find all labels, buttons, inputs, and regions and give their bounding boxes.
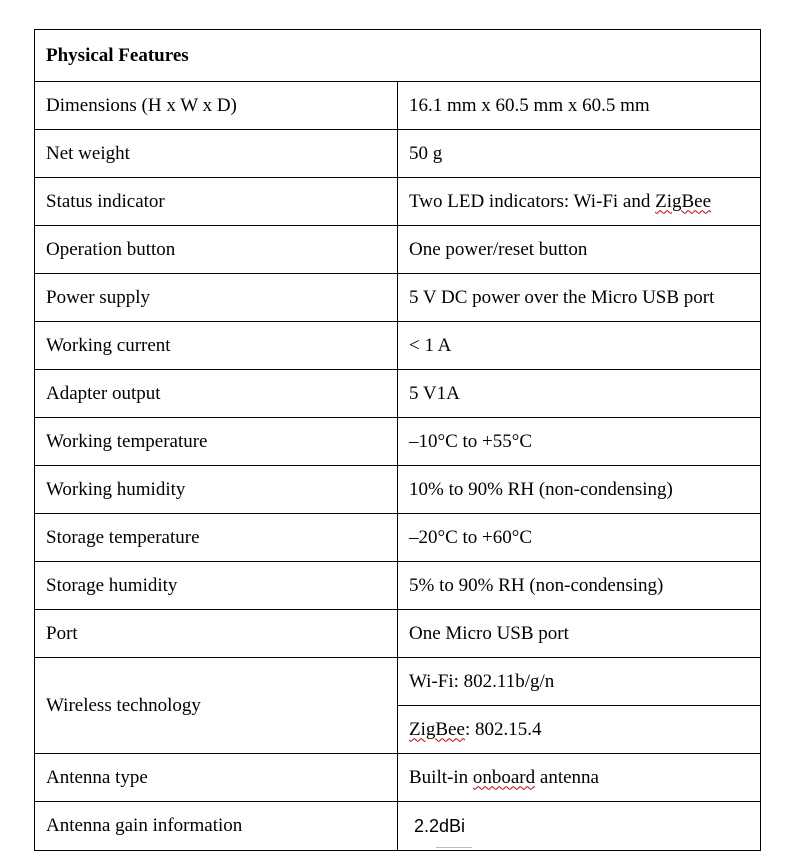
table-row <box>35 514 761 562</box>
row-label-storage-temperature: Storage temperature <box>35 514 398 562</box>
row-label-adapter-output: Adapter output <box>35 370 398 418</box>
row-value-storage-humidity: 5% to 90% RH (non-condensing) <box>398 562 761 610</box>
row-label-status-indicator: Status indicator <box>35 178 398 226</box>
table-row <box>35 178 761 226</box>
row-label-antenna-gain: Antenna gain information <box>35 802 398 851</box>
physical-features-table <box>34 29 761 851</box>
table-heading: Physical Features <box>35 30 761 82</box>
row-value-operation-button: One power/reset button <box>398 226 761 274</box>
table-row <box>35 370 761 418</box>
row-value-working-current: < 1 A <box>398 322 761 370</box>
table-row <box>35 130 761 178</box>
table-row <box>35 466 761 514</box>
table-row <box>35 226 761 274</box>
table-row <box>35 322 761 370</box>
row-label-storage-humidity: Storage humidity <box>35 562 398 610</box>
row-label-operation-button: Operation button <box>35 226 398 274</box>
row-value-wireless-zigbee <box>398 706 761 754</box>
value-text: antenna <box>535 766 599 788</box>
row-value-dimensions: 16.1 mm x 60.5 mm x 60.5 mm <box>398 82 761 130</box>
spellcheck-flagged-word: ZigBee <box>655 190 712 212</box>
row-label-power-supply: Power supply <box>35 274 398 322</box>
row-value-power-supply: 5 V DC power over the Micro USB port <box>398 274 761 322</box>
table-row <box>35 754 761 802</box>
table-heading-row <box>35 30 761 82</box>
page-edge-mark <box>436 847 472 848</box>
row-value-storage-temperature: –20°C to +60°C <box>398 514 761 562</box>
table-row <box>35 274 761 322</box>
row-label-antenna-type: Antenna type <box>35 754 398 802</box>
row-label-port: Port <box>35 610 398 658</box>
row-value-working-humidity: 10% to 90% RH (non-condensing) <box>398 466 761 514</box>
table-row <box>35 658 761 706</box>
row-label-working-current: Working current <box>35 322 398 370</box>
row-value-adapter-output: 5 V1A <box>398 370 761 418</box>
table-row <box>35 802 761 851</box>
table-row <box>35 610 761 658</box>
value-text: : 802.15.4 <box>464 718 542 740</box>
row-value-port: One Micro USB port <box>398 610 761 658</box>
row-value-antenna-type <box>398 754 761 802</box>
row-label-dimensions: Dimensions (H x W x D) <box>35 82 398 130</box>
value-text: Two LED indicators: Wi-Fi and <box>409 190 656 212</box>
table-row <box>35 82 761 130</box>
row-label-working-humidity: Working humidity <box>35 466 398 514</box>
row-label-working-temperature: Working temperature <box>35 418 398 466</box>
spellcheck-flagged-word: ZigBee <box>409 718 465 740</box>
row-label-wireless-technology: Wireless technology <box>35 658 398 754</box>
row-value-status-indicator <box>398 178 761 226</box>
row-value-net-weight: 50 g <box>398 130 761 178</box>
row-value-antenna-gain <box>398 802 761 851</box>
table-row <box>35 418 761 466</box>
row-value-wireless-wifi: Wi-Fi: 802.11b/g/n <box>398 658 761 706</box>
row-value-working-temperature: –10°C to +55°C <box>398 418 761 466</box>
spellcheck-flagged-word: onboard <box>472 766 536 788</box>
antenna-gain-value: 2.2dBi <box>414 815 466 836</box>
row-label-net-weight: Net weight <box>35 130 398 178</box>
table-row <box>35 562 761 610</box>
value-text: Built-in <box>409 766 473 788</box>
